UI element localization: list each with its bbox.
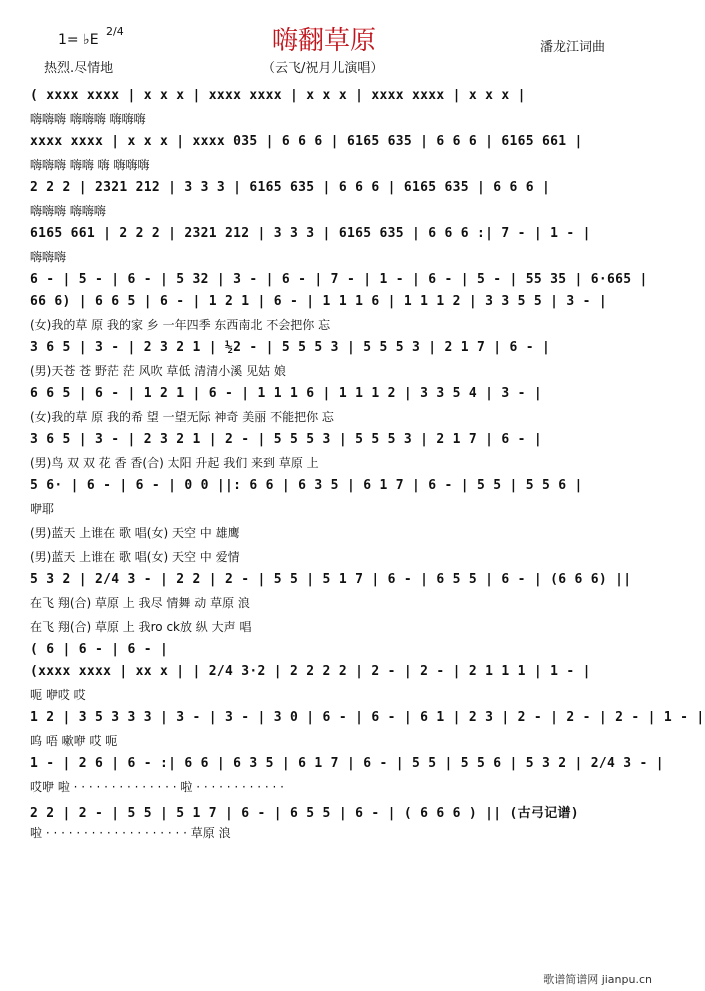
lyric-line: (男)鸟 双 双 花 香 香(合) 太阳 升起 我们 来到 草原 上 xyxy=(30,456,319,470)
watermark: 歌谱简谱网 jianpu.cn xyxy=(543,973,652,986)
composer-credit: 潘龙江词曲 xyxy=(540,40,606,55)
lyric-line: 哎咿 啦 · · · · · · · · · · · · · · 啦 · · · · · · · · · · · · xyxy=(30,780,284,794)
lyric-line: 呜 唔 嗽咿 哎 呃 xyxy=(30,734,118,748)
notation-line: 1 2 | 3 5 3 3 3 | 3 - | 3 - | 3 0 | 6 - | 6 - | 6 1 | 2 3 | 2 - | 2 - | 2 - | 1 - | xyxy=(30,710,705,725)
notation-line: 3 6 5 | 3 - | 2 3 2 1 | 2 - | 5 5 5 3 | 5 5 5 3 | 2 1 7 | 6 - | xyxy=(30,432,542,447)
tempo-marking: 热烈.尽情地 xyxy=(44,61,114,76)
notation-line: (xxxx xxxx | xx x | | 2/4 3·2 | 2 2 2 2 | 2 - | 2 - | 2 1 1 1 | 1 - | xyxy=(30,664,591,679)
lyric-line: (女)我的草 原 我的希 望 一望无际 神奇 美丽 不能把你 忘 xyxy=(30,410,334,424)
lyric-line: (女)我的草 原 我的家 乡 一年四季 东西南北 不会把你 忘 xyxy=(30,318,331,332)
lyric-line: (男)蓝天 上谁在 歌 唱(女) 天空 中 爱情 xyxy=(30,550,240,564)
singers-credit: （云飞/祝月儿演唱） xyxy=(262,61,384,76)
lyric-line: 呃 咿哎 哎 xyxy=(30,688,86,702)
key-signature: 1= ♭E xyxy=(58,32,99,48)
notation-line: 6 6 5 | 6 - | 1 2 1 | 6 - | 1 1 1 6 | 1 1 1 2 | 3 3 5 4 | 3 - | xyxy=(30,386,542,401)
notation-line: 2 2 | 2 - | 5 5 | 5 1 7 | 6 - | 6 5 5 | 6 - | ( 6 6 6 ) || (古弓记谱) xyxy=(30,806,579,821)
lyric-line: (男)蓝天 上谁在 歌 唱(女) 天空 中 雄鹰 xyxy=(30,526,240,540)
song-title: 嗨翻草原 xyxy=(272,26,377,56)
lyric-line: (男)天苍 苍 野茫 茫 风吹 草低 清清小溪 见姑 娘 xyxy=(30,364,286,378)
notation-line: 6 - | 5 - | 6 - | 5 32 | 3 - | 6 - | 7 - | 1 - | 6 - | 5 - | 55 35 | 6·665 | xyxy=(30,272,648,287)
lyric-line: 在飞 翔(合) 草原 上 我尽 情舞 动 草原 浪 xyxy=(30,596,250,610)
notation-line: 1 - | 2 6 | 6 - :| 6 6 | 6 3 5 | 6 1 7 | 6 - | 5 5 | 5 5 6 | 5 3 2 | 2/4 3 - | xyxy=(30,756,664,771)
lyric-line: 咿耶 xyxy=(30,502,55,516)
notation-line: 3 6 5 | 3 - | 2 3 2 1 | ½2 - | 5 5 5 3 | 5 5 5 3 | 2 1 7 | 6 - | xyxy=(30,340,551,355)
notation-line: ( 6 | 6 - | 6 - | xyxy=(30,642,169,657)
lyric-line: 嗨嗨嗨 嗨嗨 嗨 嗨嗨嗨 xyxy=(30,158,150,172)
lyric-line: 嗨嗨嗨 xyxy=(30,250,67,264)
notation-line: 6165 661 | 2 2 2 | 2321 212 | 3 3 3 | 6165 635 | 6 6 6 :| 7 - | 1 - | xyxy=(30,226,591,241)
notation-line: 66 6) | 6 6 5 | 6 - | 1 2 1 | 6 - | 1 1 1 6 | 1 1 1 2 | 3 3 5 5 | 3 - | xyxy=(30,294,607,309)
notation-line: ( xxxx xxxx | x x x | xxxx xxxx | x x x | xxxx xxxx | x x x | xyxy=(30,88,526,103)
lyric-line: 啦 · · · · · · · · · · · · · · · · · · · 草原 浪 xyxy=(30,826,231,840)
lyric-line: 嗨嗨嗨 嗨嗨嗨 嗨嗨嗨 xyxy=(30,112,146,126)
lyric-line: 嗨嗨嗨 嗨嗨嗨 xyxy=(30,204,106,218)
notation-line: 5 6· | 6 - | 6 - | 0 0 ||: 6 6 | 6 3 5 | 6 1 7 | 6 - | 5 5 | 5 5 6 | xyxy=(30,478,583,493)
notation-line: xxxx xxxx | x x x | xxxx 035 | 6 6 6 | 6165 635 | 6 6 6 | 6165 661 | xyxy=(30,134,583,149)
notation-line: 5 3 2 | 2/4 3 - | 2 2 | 2 - | 5 5 | 5 1 7 | 6 - | 6 5 5 | 6 - | (6 6 6) || xyxy=(30,572,632,587)
lyric-line: 在飞 翔(合) 草原 上 我ro ck放 纵 大声 唱 xyxy=(30,620,252,634)
notation-line: 2 2 2 | 2321 212 | 3 3 3 | 6165 635 | 6 6 6 | 6165 635 | 6 6 6 | xyxy=(30,180,551,195)
time-signature: 2/4 xyxy=(106,25,124,38)
